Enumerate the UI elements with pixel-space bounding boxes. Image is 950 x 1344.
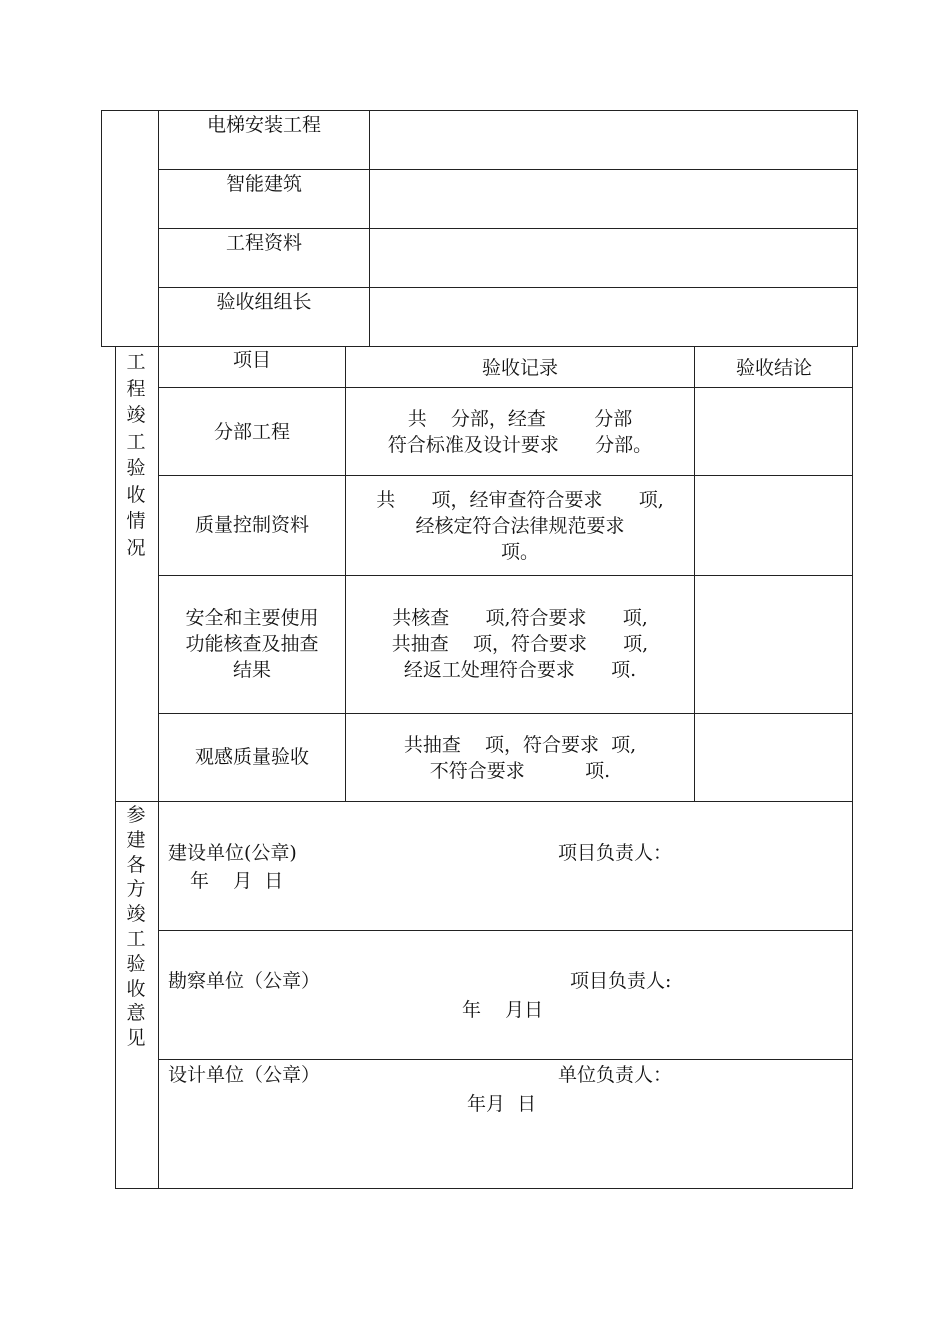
design-unit-label: 设计单位（公章） — [168, 1064, 321, 1086]
row-record-appearance: 共抽查 项，符合要求 项, 不符合要求 项. — [403, 734, 637, 782]
side-char: 收 — [126, 483, 146, 506]
row-record-subdivision: 共 分部，经查 分部 符合标准及设计要求 分部。 — [387, 408, 653, 456]
design-unit-person: 单位负责人： — [558, 1064, 673, 1086]
inspection-row-divider-3 — [158, 713, 853, 714]
header-item: 项目 — [232, 349, 271, 371]
construction-unit-label: 建设单位(公章) — [168, 842, 297, 864]
side-char: 意 — [126, 1002, 146, 1025]
row-record-safety-function: 共核查 项,符合要求 项, 共抽查 项，符合要求 项, 经返工处理符合要求 项. — [391, 607, 649, 681]
survey-unit-date: 年 月日 — [462, 999, 544, 1021]
row-record-quality-control: 共 项，经审查符合要求 项, 经核定符合法律规范要求 项。 — [376, 489, 664, 563]
design-unit-date: 年月 日 — [467, 1093, 537, 1115]
header-conclusion: 验收结论 — [735, 357, 812, 379]
side-char: 各 — [126, 853, 146, 876]
side-char: 建 — [126, 828, 146, 851]
side-char: 情 — [126, 510, 146, 532]
inspection-header-divider — [158, 387, 853, 388]
top-row-label-project-docs: 工程资料 — [225, 232, 302, 254]
opinion-row-divider-1 — [158, 930, 853, 931]
construction-unit-person: 项目负责人： — [558, 842, 673, 864]
side-char: 竣 — [126, 903, 146, 926]
opinion-row-divider-2 — [158, 1059, 853, 1060]
side-char: 验 — [126, 952, 146, 975]
side-char: 见 — [126, 1027, 146, 1050]
construction-unit-date: 年 月 日 — [190, 870, 284, 892]
top-row-divider-1 — [158, 169, 858, 170]
row-item-appearance: 观感质量验收 — [194, 746, 309, 768]
top-row-label-group-leader: 验收组组长 — [216, 291, 312, 313]
side-char: 程 — [126, 377, 146, 400]
header-record: 验收记录 — [481, 357, 558, 379]
survey-unit-person: 项目负责人: — [570, 970, 672, 992]
row-item-safety-function: 安全和主要使用 功能核查及抽查 结果 — [185, 607, 319, 681]
side-char: 收 — [126, 977, 146, 1000]
side-char: 工 — [126, 927, 146, 950]
top-row-divider-3 — [158, 287, 858, 288]
row-item-subdivision: 分部工程 — [213, 421, 290, 443]
inspection-row-divider-2 — [158, 575, 853, 576]
top-row-divider-2 — [158, 228, 858, 229]
inspection-col-divider-2 — [694, 347, 695, 801]
section-divider — [115, 801, 853, 802]
row-item-quality-control: 质量控制资料 — [194, 514, 309, 536]
survey-unit-label: 勘察单位（公章） — [168, 970, 321, 992]
side-char: 验 — [126, 457, 146, 479]
side-char: 参 — [126, 804, 146, 826]
side-char: 工 — [126, 430, 146, 453]
top-row-label-intelligent-building: 智能建筑 — [225, 173, 302, 195]
side-char: 况 — [126, 536, 146, 559]
inspection-side-label — [116, 349, 156, 561]
side-char: 竣 — [126, 404, 146, 426]
opinion-side-label — [116, 803, 156, 1051]
side-char: 方 — [126, 878, 146, 901]
inspection-row-divider-1 — [158, 475, 853, 476]
top-row-label-elevator: 电梯安装工程 — [206, 114, 321, 136]
side-char: 工 — [126, 351, 146, 373]
